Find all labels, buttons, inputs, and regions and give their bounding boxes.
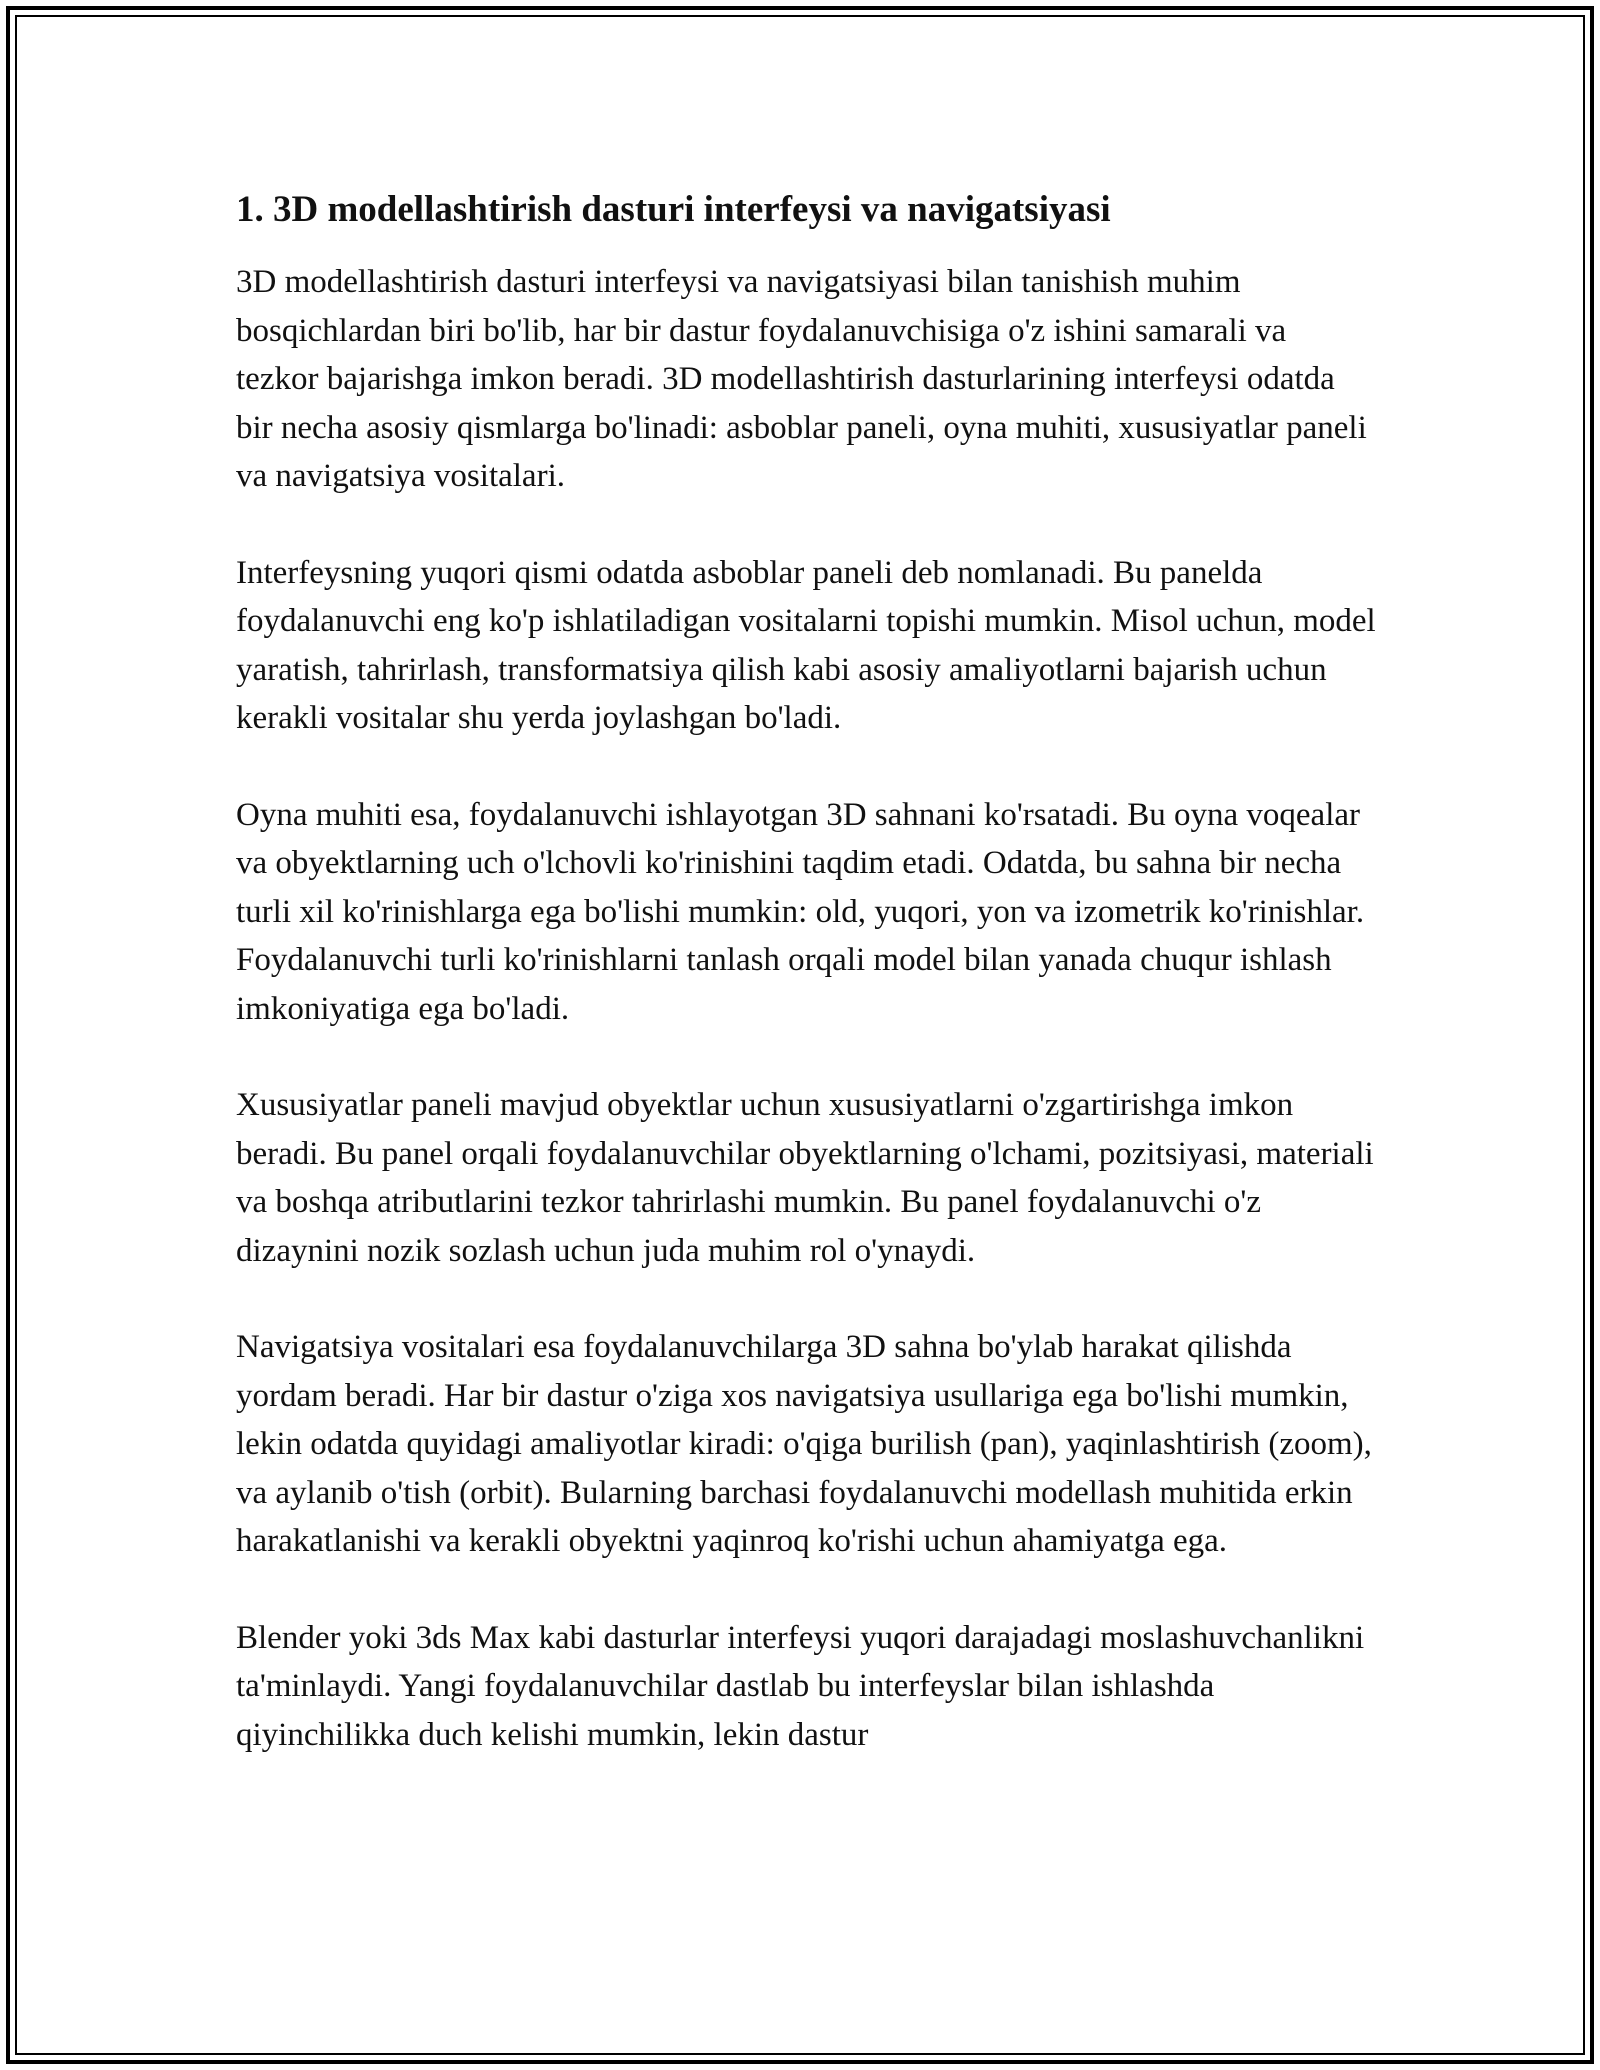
document-body	[236, 186, 1376, 1807]
paragraph-toolbar: Interfeysning yuqori qismi odatda asboblar paneli deb nomlanadi. Bu panelda foydalanuvchi eng ko'p ishlatiladigan vositalarni topishi mumkin. Misol uchun, model yaratish, tahrirlash, transformatsiya qilish kabi asosiy amaliyotlarni bajarish uchun kerakli vositalar shu yerda joylashgan bo'ladi.	[236, 554, 1376, 736]
paragraph-properties: Xususiyatlar paneli mavjud obyektlar uchun xususiyatlarni o'zgartirishga imkon beradi. Bu panel orqali foydalanuvchilar obyektlarning o'lchami, pozitsiyasi, materiali va boshqa atributlarini tezkor tahrirlashi mumkin. Bu panel foydalanuvchi o'z dizaynini nozik sozlash uchun juda muhim rol o'ynaydi.	[236, 1087, 1374, 1269]
paragraph-intro: 3D modellashtirish dasturi interfeysi va navigatsiyasi bilan tanishish muhim bosqichlardan biri bo'lib, har bir dastur foydalanuvchisiga o'z ishini samarali va tezkor bajarishga imkon beradi. 3D modellashtirish dasturlarining interfeysi odatda bir necha asosiy qismlarga bo'linadi: asboblar paneli, oyna muhiti, xususiyatlar paneli va navigatsiya vositalari.	[236, 264, 1367, 494]
paragraph-viewport: Oyna muhiti esa, foydalanuvchi ishlayotgan 3D sahnani ko'rsatadi. Bu oyna voqealar va obyektlarning uch o'lchovli ko'rinishini taqdim etadi. Odatda, bu sahna bir necha turli xil ko'rinishlarga ega bo'lishi mumkin: old, yuqori, yon va izometrik ko'rinishlar. Foydalanuvchi turli ko'rinishlarni tanlash orqali model bilan yanada chuqur ishlash imkoniyatiga ega bo'ladi.	[236, 796, 1365, 1027]
paragraph-navigation: Navigatsiya vositalari esa foydalanuvchilarga 3D sahna bo'ylab harakat qilishda yordam beradi. Har bir dastur o'ziga xos navigatsiya usullariga ega bo'lishi mumkin, lekin odatda quyidagi amaliyotlar kiradi: o'qiga burilish (pan), yaqinlashtirish (zoom), va aylanib o'tish (orbit). Bularning barchasi foydalanuvchi modellash muhitida erkin harakatlanishi va kerakli obyektni yaqinroq ko'rishi uchun ahamiyatga ega.	[236, 1329, 1372, 1559]
section-heading: 1. 3D modellashtirish dasturi interfeysi va navigatsiyasi	[236, 189, 1111, 230]
paragraph-software: Blender yoki 3ds Max kabi dasturlar interfeysi yuqori darajadagi moslashuvchanlikni ta'minlaydi. Yangi foydalanuvchilar dastlab bu interfeyslar bilan ishlashda qiyinchilikka duch kelishi mumkin, lekin dastur	[236, 1619, 1365, 1753]
